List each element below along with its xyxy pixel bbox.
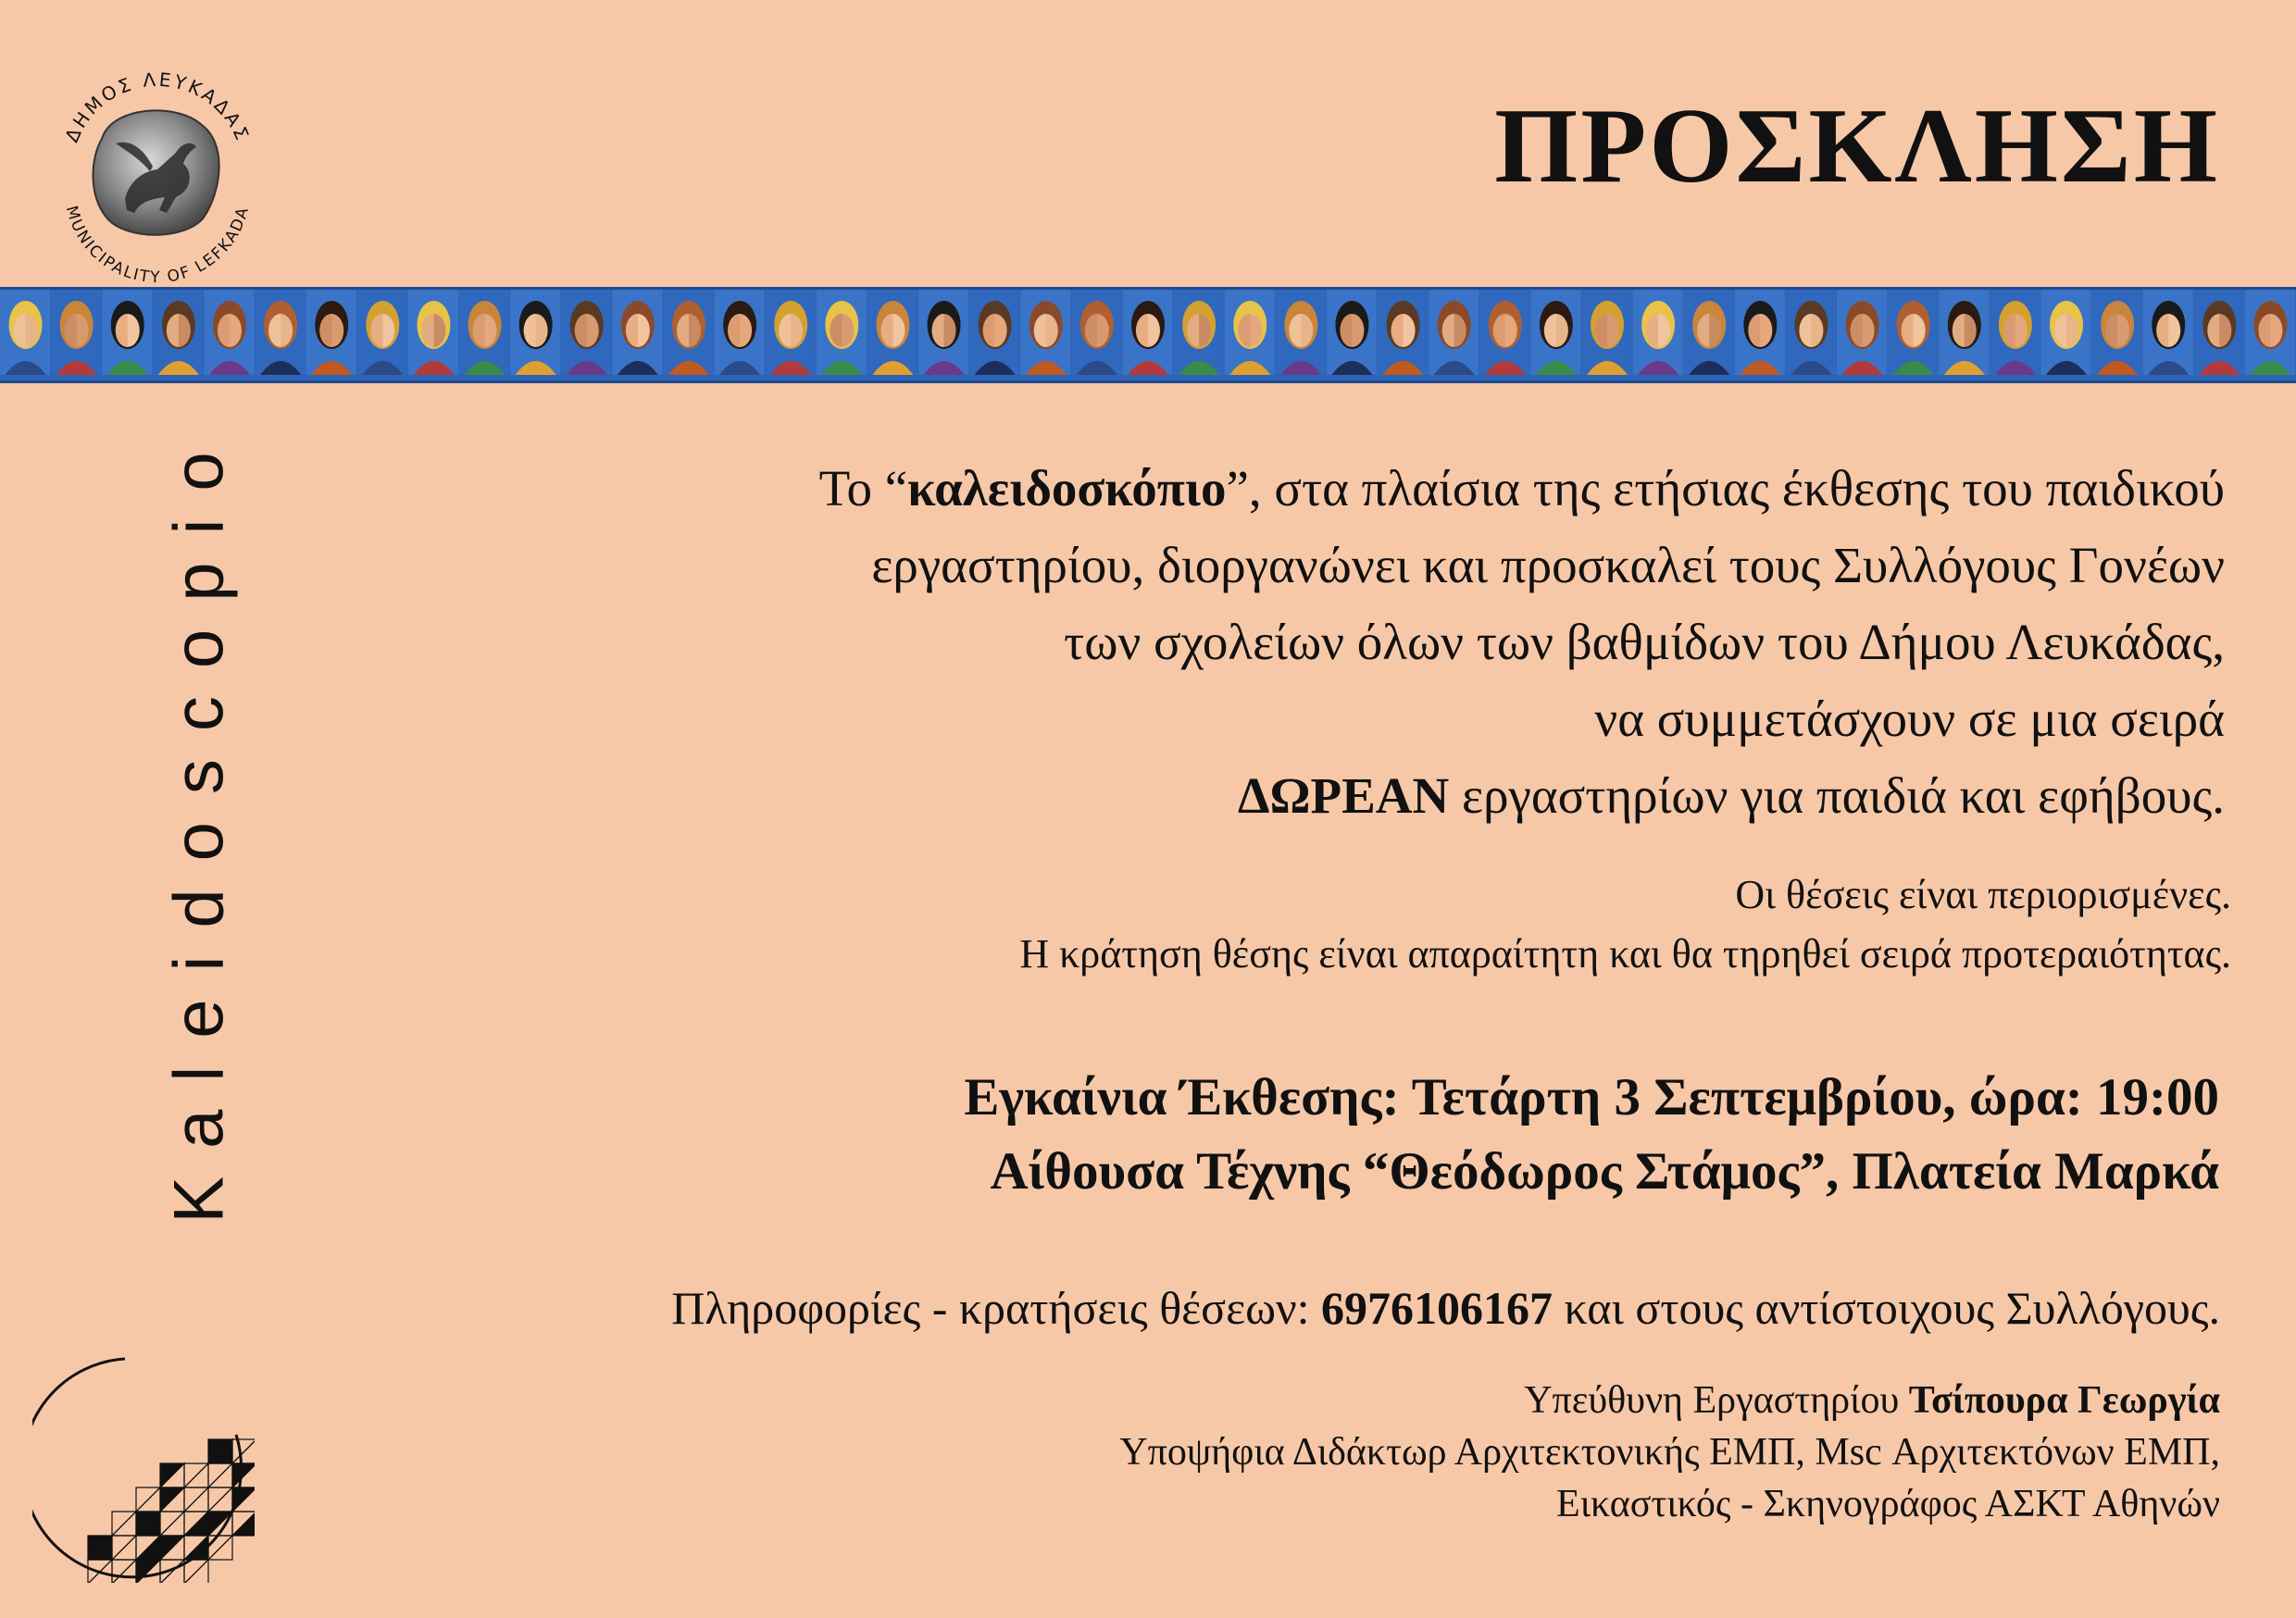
portrait-tile: [256, 290, 306, 375]
credits-line-3: Εικαστικός - Σκηνογράφος ΑΣΚΤ Αθηνών: [1556, 1483, 2220, 1525]
seal-bottom-text: MUNICIPALITY OF LEFKADA: [61, 204, 254, 288]
portrait-tile: [357, 290, 407, 375]
portrait-tile: [459, 290, 509, 375]
portrait-tile: [1939, 290, 1989, 375]
portrait-tile: [306, 290, 356, 375]
info-text: Πληροφορίες - κρατήσεις θέσεων:: [671, 1282, 1321, 1334]
portrait-tile: [2245, 290, 2295, 375]
portrait-tile: [1479, 290, 1529, 375]
page-title: ΠΡΟΣΚΛΗΣΗ: [1494, 87, 2220, 205]
portrait-tile: [102, 290, 152, 375]
portrait-tile: [663, 290, 713, 375]
portrait-tile: [612, 290, 662, 375]
intro-line-2: εργαστηρίου, διοργανώνει και προσκαλεί τους Συλλόγους Γονέων: [871, 537, 2225, 593]
portrait-tile: [1735, 290, 1785, 375]
portrait-tile: [1225, 290, 1275, 375]
portrait-tile: [1581, 290, 1631, 375]
credits-text: Υπεύθυνη Εργαστηρίου: [1524, 1379, 1909, 1422]
portraits-strip-icon: [0, 290, 2296, 375]
kaleidoscopio-vertical-logotype: Kaleidoscopio: [159, 424, 239, 1224]
portrait-tile: [1684, 290, 1734, 375]
free-bold-word: ΔΩΡΕΑΝ: [1237, 767, 1450, 824]
portrait-tile: [867, 290, 917, 375]
intro-line-1: [819, 450, 2225, 527]
portrait-tile: [2194, 290, 2244, 375]
portrait-tile: [1327, 290, 1377, 375]
portrait-tile: [510, 290, 560, 375]
kaleidoskopio-bold-word: καλειδοσκόπιο: [907, 460, 1227, 517]
portrait-tile: [153, 290, 203, 375]
portrait-tile: [1122, 290, 1172, 375]
pegasus-coin-icon: [37, 51, 278, 292]
event-details: [964, 1061, 2219, 1209]
notice-line-2: Η κράτηση θέσης είναι απαραίτητη και θα τηρηθεί σειρά προτεραιότητας.: [1019, 931, 2231, 977]
intro-line-4: να συμμετάσχουν σε μια σειρά: [1594, 691, 2225, 747]
portrait-tile: [1837, 290, 1887, 375]
credits-line-2: Υποψήφια Διδάκτωρ Αρχιτεκτονικής ΕΜΠ, Msc Αρχιτεκτόνων ΕΜΠ,: [1119, 1431, 2220, 1474]
portrait-tile: [561, 290, 611, 375]
portrait-tile: [0, 290, 50, 375]
notice-line-1: Οι θέσεις είναι περιορισμένες.: [1735, 872, 2231, 917]
portrait-tile: [1276, 290, 1326, 375]
instructor-name: Τσίπουρα Γεωργία: [1908, 1379, 2220, 1422]
portrait-tile: [969, 290, 1019, 375]
intro-line-3: των σχολείων όλων των βαθμίδων του Δήμου Λευκάδας,: [1064, 614, 2225, 670]
portrait-tile: [1378, 290, 1428, 375]
municipality-seal: [37, 51, 278, 292]
seal-top-text: ΔΗΜΟΣ ΛΕΥΚΑΔΑΣ: [60, 68, 255, 146]
event-date-line: Εγκαίνια Έκθεσης: Τετάρτη 3 Σεπτεμβρίου, ώρα: 19:00: [964, 1068, 2219, 1126]
portrait-tile: [766, 290, 816, 375]
portrait-tile: [715, 290, 765, 375]
intro-paragraph: [819, 450, 2225, 834]
portrait-tile: [2143, 290, 2193, 375]
limited-seats-notice: [1019, 865, 2231, 984]
portrait-tile: [2040, 290, 2090, 375]
phone-number: 6976106167: [1321, 1282, 1553, 1334]
portrait-tile: [1786, 290, 1836, 375]
portrait-tile: [817, 290, 867, 375]
intro-line-5: [819, 757, 2225, 834]
event-venue-line: Αίθουσα Τέχνης “Θεόδωρος Στάμος”, Πλατεία Μαρκά: [990, 1142, 2219, 1201]
portrait-tile: [408, 290, 458, 375]
portrait-tile: [2092, 290, 2142, 375]
portrait-tile: [918, 290, 968, 375]
triangle-mosaic-moon-icon: [32, 1351, 255, 1583]
intro-text: Το “: [818, 460, 908, 517]
portrait-tile: [204, 290, 254, 375]
portrait-tile: [1071, 290, 1121, 375]
children-portraits-strip: [0, 287, 2296, 383]
reservation-info: [671, 1276, 2220, 1340]
intro-text: εργαστηρίων για παιδιά και εφήβους.: [1449, 767, 2225, 824]
intro-text: ”, στα πλαίσια της ετήσιας έκθεσης του παιδικού: [1226, 460, 2225, 517]
info-text: και στους αντίστοιχους Συλλόγους.: [1553, 1282, 2220, 1334]
portrait-tile: [1888, 290, 1938, 375]
credits-line-1: [1119, 1375, 2220, 1426]
portrait-tile: [1633, 290, 1683, 375]
portrait-tile: [1990, 290, 2040, 375]
portrait-tile: [1429, 290, 1479, 375]
portrait-tile: [51, 290, 101, 375]
workshop-credits: [1119, 1375, 2220, 1530]
portrait-tile: [1530, 290, 1580, 375]
portrait-tile: [1174, 290, 1224, 375]
portrait-tile: [1020, 290, 1070, 375]
